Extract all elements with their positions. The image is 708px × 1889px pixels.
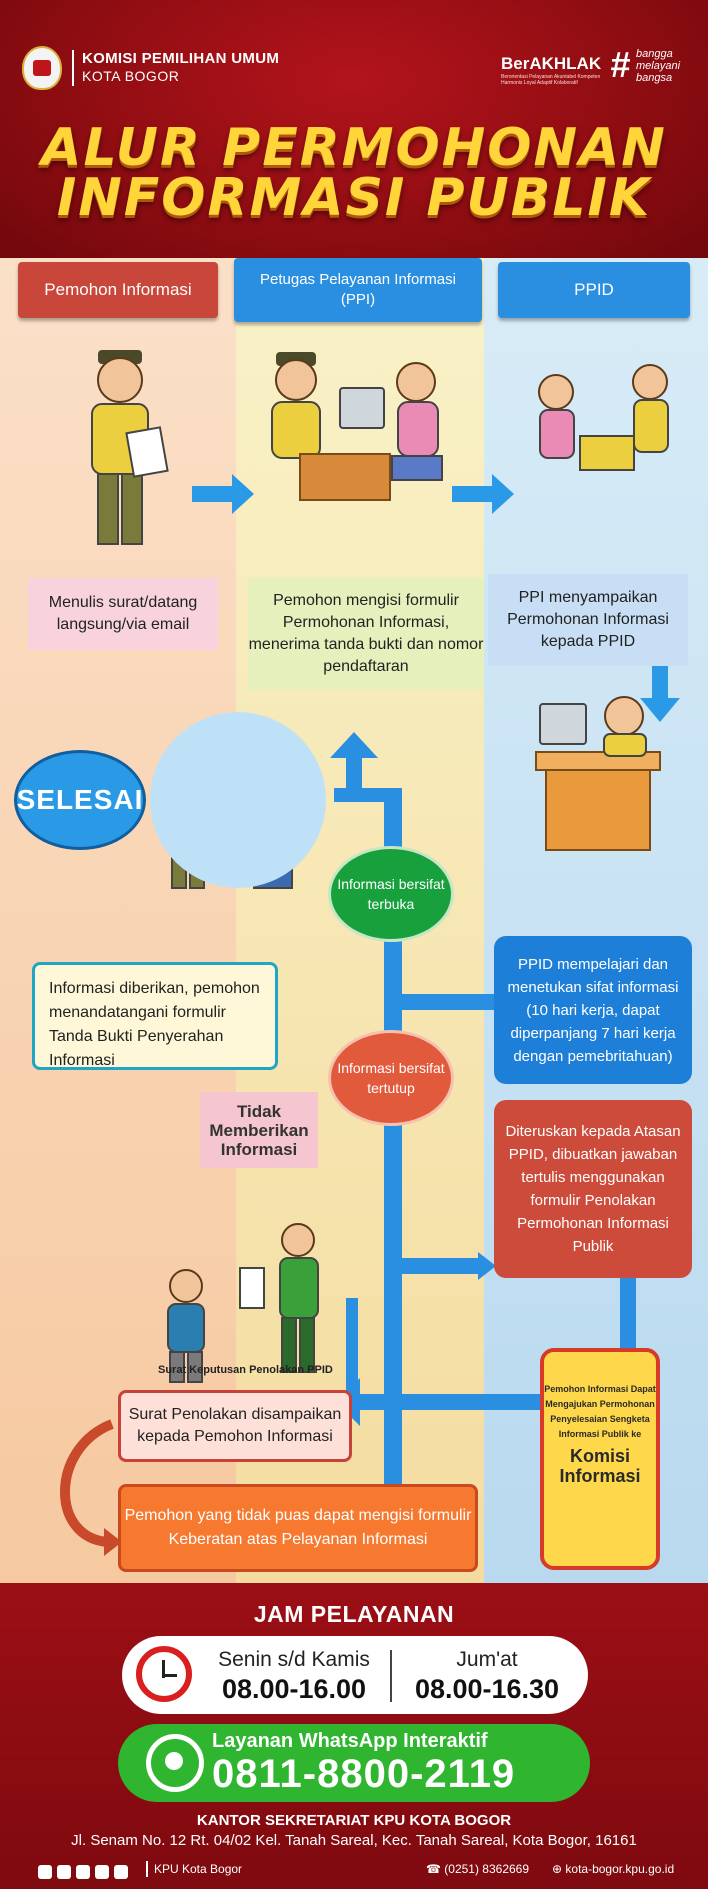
tagline-word: bangsa xyxy=(636,72,673,84)
service-hours-friday: 08.00-16.30 xyxy=(414,1674,560,1704)
rejection-scene xyxy=(168,1224,318,1382)
open-info-badge: Informasi bersifat terbuka xyxy=(328,846,454,942)
berakhlak-logo: BerAKHLAK xyxy=(501,54,602,73)
dispute-target: Komisi Informasi xyxy=(559,1446,641,1486)
tagline-word: bangga xyxy=(636,48,673,60)
ppid-desk-figure xyxy=(536,697,660,850)
hours-divider xyxy=(390,1650,392,1702)
not-given-label: Tidak Memberikan Informasi xyxy=(200,1092,318,1168)
step-info-given: Informasi diberikan, pemohon menandatangani formulir Tanda Bukti Penyerahan Informasi xyxy=(32,962,278,1070)
kpu-logo-icon xyxy=(22,46,62,90)
column-header-ppid: PPID xyxy=(498,262,690,318)
step-review-info: PPID mempelajari dan menetukan sifat informasi (10 hari kerja, dapat diperpanjang 7 hari kerja dengan pemebritahuan) xyxy=(494,936,692,1084)
curved-arrow-icon xyxy=(65,1424,112,1542)
step-forward-ppid: PPI menyampaikan Permohonan Informasi kepada PPID xyxy=(488,574,688,666)
done-badge: SELESAI xyxy=(14,750,146,850)
instagram-icon[interactable] xyxy=(38,1865,52,1879)
step-write-letter: Menulis surat/datang langsung/via email xyxy=(28,578,218,650)
column-header-ppi: Petugas Pelayanan Informasi (PPI) xyxy=(234,258,482,322)
whatsapp-number[interactable]: 0811-8800-2119 xyxy=(212,1752,516,1796)
x-icon[interactable] xyxy=(95,1865,109,1879)
social-divider xyxy=(146,1861,148,1877)
website-link[interactable] xyxy=(552,1862,674,1876)
social-handle[interactable]: KPU Kota Bogor xyxy=(154,1862,243,1876)
org-city: KOTA BOGOR xyxy=(82,68,180,84)
tagline-word: melayani xyxy=(636,60,681,72)
org-name: KOMISI PEMILIHAN UMUM xyxy=(82,50,280,67)
whatsapp-icon xyxy=(146,1734,204,1792)
youtube-icon[interactable] xyxy=(114,1865,128,1879)
applicant-figure xyxy=(92,350,168,544)
dispute-box xyxy=(540,1348,660,1570)
alarm-clock-icon xyxy=(136,1646,192,1702)
globe-icon: ⊕ xyxy=(552,1862,566,1876)
phone-icon: ☎ xyxy=(426,1862,445,1876)
facebook-icon[interactable] xyxy=(76,1865,90,1879)
website-text: kota-bogor.kpu.go.id xyxy=(565,1862,675,1876)
arrow-right-icon xyxy=(192,474,254,514)
step-forward-supervisor: Diteruskan kepada Atasan PPID, dibuatkan jawaban tertulis menggunakan formulir Penolakan Permohonan Informasi Publik xyxy=(494,1100,692,1278)
step-objection: Pemohon yang tidak puas dapat mengisi formulir Keberatan atas Pelayanan Informasi xyxy=(118,1484,478,1572)
service-hours-title: JAM PELAYANAN xyxy=(253,1601,455,1627)
arrow-down-icon xyxy=(640,658,680,722)
service-days-friday: Jum'at xyxy=(456,1648,518,1671)
handshake-bubble xyxy=(150,712,326,888)
office-address: Jl. Senam No. 12 Rt. 04/02 Kel. Tanah Sareal, Kec. Tanah Sareal, Kota Bogor, 16161 xyxy=(71,1832,637,1849)
rejection-caption: Surat Keputusan Penolakan PPID xyxy=(158,1364,333,1376)
closed-info-badge: Informasi bersifat tertutup xyxy=(328,1030,454,1126)
column-header-pemohon: Pemohon Informasi xyxy=(18,262,218,318)
phone-text: (0251) 8362669 xyxy=(444,1862,530,1876)
dispute-text: Pemohon Informasi Dapat Mengajukan Permohonan Penyelesaian Sengketa Informasi Publik ke xyxy=(544,1384,656,1439)
ppid-meeting-scene xyxy=(539,365,668,470)
whatsapp-label: Layanan WhatsApp Interaktif xyxy=(212,1730,488,1752)
page-title-line2: INFORMASI PUBLIK xyxy=(56,168,652,228)
page-title-line1: ALUR PERMOHONAN xyxy=(41,118,667,178)
phone-number[interactable] xyxy=(426,1862,529,1876)
arrow-right-icon xyxy=(452,474,514,514)
step-rejection-letter: Surat Penolakan disampaikan kepada Pemohon Informasi xyxy=(118,1390,352,1462)
service-days-weekday: Senin s/d Kamis xyxy=(218,1648,370,1671)
office-name: KANTOR SEKRETARIAT KPU KOTA BOGOR xyxy=(196,1812,512,1829)
tagline xyxy=(636,48,680,84)
step-fill-form: Pemohon mengisi formulir Permohonan Informasi, menerima tanda bukti dan nomor pendaftaran xyxy=(248,578,484,690)
header-divider xyxy=(72,50,74,86)
service-hours-weekday: 08.00-16.00 xyxy=(221,1674,367,1704)
hashtag-icon: # xyxy=(610,44,631,85)
ppi-desk-scene xyxy=(272,352,442,500)
tiktok-icon[interactable] xyxy=(57,1865,71,1879)
berakhlak-subtitle: Berorientasi Pelayanan Akuntabel Kompeten Harmonis Loyal Adaptif Kolaboratif xyxy=(501,74,601,86)
social-icons xyxy=(38,1863,133,1881)
